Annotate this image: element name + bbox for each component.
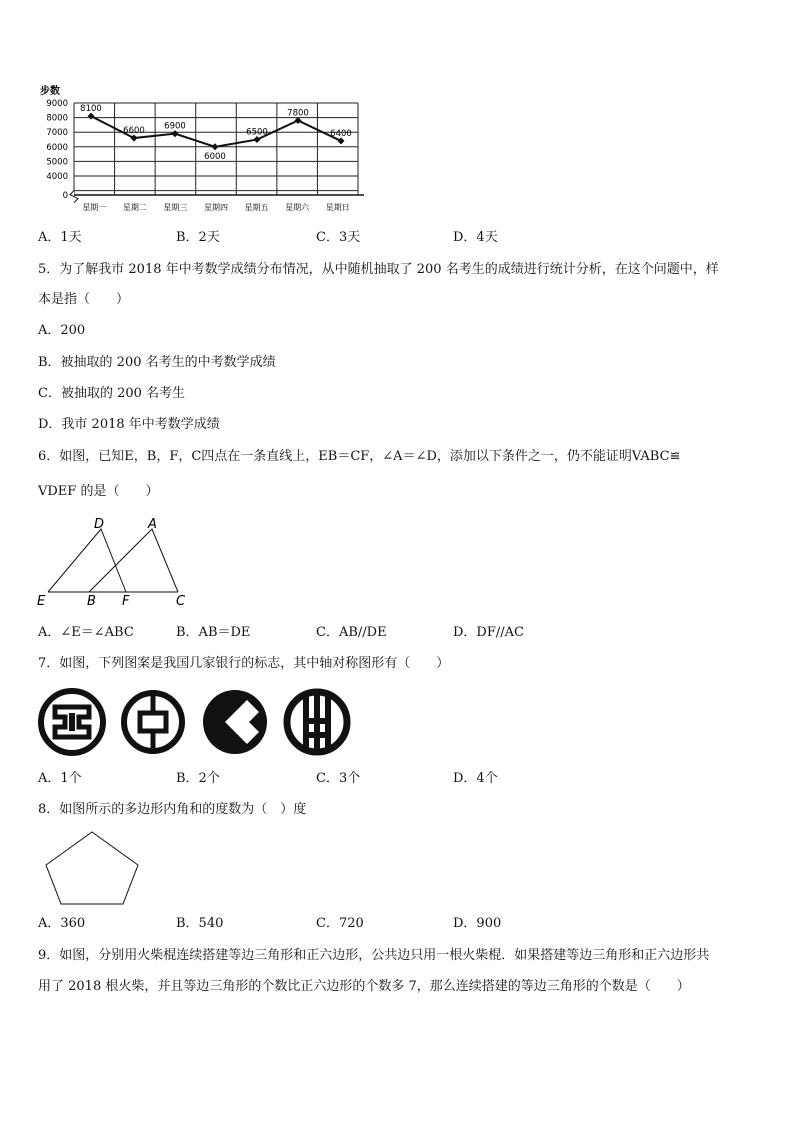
data-label: 6900	[164, 121, 186, 132]
triangle-abc	[89, 529, 178, 592]
q8-option-b: B．540	[176, 916, 224, 931]
bank-logo-boc	[124, 690, 182, 754]
q8-option-a: A．360	[38, 916, 86, 931]
y-tick-label: 7000	[46, 128, 68, 139]
q7-option-c: C．3个	[316, 771, 361, 786]
data-point	[211, 143, 218, 150]
q7-stem: 7．如图，下列图案是我国几家银行的标志，其中轴对称图形有（ ）	[38, 656, 450, 671]
q4-option-a: A．1天	[38, 230, 82, 245]
data-label: 7800	[287, 108, 309, 119]
bank-logos-figure	[34, 682, 364, 762]
q9-stem-line1: 9．如图，分别用火柴棍连续搭建等边三角形和正六边形，公共边只用一根火柴棍．如果搭建等边三角形和正六边形共	[38, 948, 710, 963]
label-f: F	[122, 594, 130, 606]
data-label: 6000	[204, 151, 226, 162]
label-e: E	[37, 594, 46, 606]
pentagon-figure	[40, 828, 150, 908]
bank-logo-icbc	[41, 691, 103, 753]
x-tick-label: 星期六	[285, 203, 310, 212]
y-tick-label: 9000	[46, 99, 68, 109]
x-tick-label: 星期四	[204, 203, 228, 212]
x-tick-label: 星期五	[244, 203, 269, 212]
q6-option-c: C．AB//DE	[316, 625, 387, 640]
q7-option-d: D．4个	[453, 771, 498, 786]
y-tick-label: 5000	[46, 157, 68, 168]
q6-option-a: A．∠E＝∠ABC	[38, 625, 134, 640]
q6-option-b: B．AB＝DE	[176, 625, 251, 640]
data-label: 6400	[330, 128, 352, 139]
x-tick-label: 星期二	[122, 203, 147, 212]
label-a: A	[148, 517, 157, 532]
label-b: B	[87, 594, 96, 606]
y-tick-label: 0	[62, 191, 68, 201]
q5-stem-line2: 本是指（ ）	[38, 292, 130, 307]
data-label: 8100	[80, 104, 102, 115]
q4-option-b: B．2天	[176, 230, 220, 245]
y-tick-label: 8000	[46, 113, 68, 124]
data-label: 6600	[123, 126, 145, 137]
q5-stem-line1: 5．为了解我市 2018 年中考数学成绩分布情况，从中随机抽取了 200 名考生的成绩进行统计分析，在这个问题中，样	[38, 262, 719, 277]
q5-option-d: D．我市 2018 年中考数学成绩	[38, 417, 220, 432]
data-label: 6500	[246, 127, 268, 138]
q7-option-b: B．2个	[176, 771, 220, 786]
axis-break	[70, 191, 78, 203]
label-c: C	[176, 594, 186, 606]
label-d: D	[94, 517, 105, 532]
q6-stem-line1: 6．如图，已知E，B，F，C四点在一条直线上，EB＝CF，∠A＝∠D，添加以下条件之一，仍不能证明VABC≌	[38, 449, 681, 464]
x-tick-label: 星期三	[163, 203, 188, 212]
triangle-def	[48, 529, 126, 592]
q8-option-c: C．720	[316, 916, 364, 931]
q5-option-a: A．200	[38, 323, 86, 338]
q5-option-c: C．被抽取的 200 名考生	[38, 386, 186, 401]
q8-stem: 8．如图所示的多边形内角和的度数为（ ）度	[38, 802, 307, 817]
y-tick-label: 6000	[46, 142, 68, 153]
y-tick-label: 4000	[46, 172, 68, 182]
q4-option-d: D．4天	[453, 230, 498, 245]
q4-option-c: C．3天	[316, 230, 361, 245]
q5-option-b: B．被抽取的 200 名考生的中考数学成绩	[38, 355, 276, 370]
q7-option-a: A．1个	[38, 771, 82, 786]
bank-logo-abc	[287, 692, 347, 752]
q6-stem-line2: VDEF 的是（ ）	[38, 484, 159, 499]
bank-logo-ccb	[203, 690, 267, 754]
x-tick-label: 星期日	[325, 203, 350, 212]
x-tick-label: 星期一	[82, 203, 107, 212]
pentagon	[46, 832, 138, 904]
chart-ylabel: 步数	[40, 86, 60, 97]
q6-option-d: D．DF//AC	[453, 625, 524, 640]
q6-triangles-figure	[32, 516, 202, 606]
q9-stem-line2: 用了 2018 根火柴，并且等边三角形的个数比正六边形的个数多 7，那么连续搭建的等边三角形的个数是（ ）	[38, 979, 690, 994]
steps-line-chart	[38, 82, 368, 217]
q8-option-d: D．900	[453, 916, 502, 931]
